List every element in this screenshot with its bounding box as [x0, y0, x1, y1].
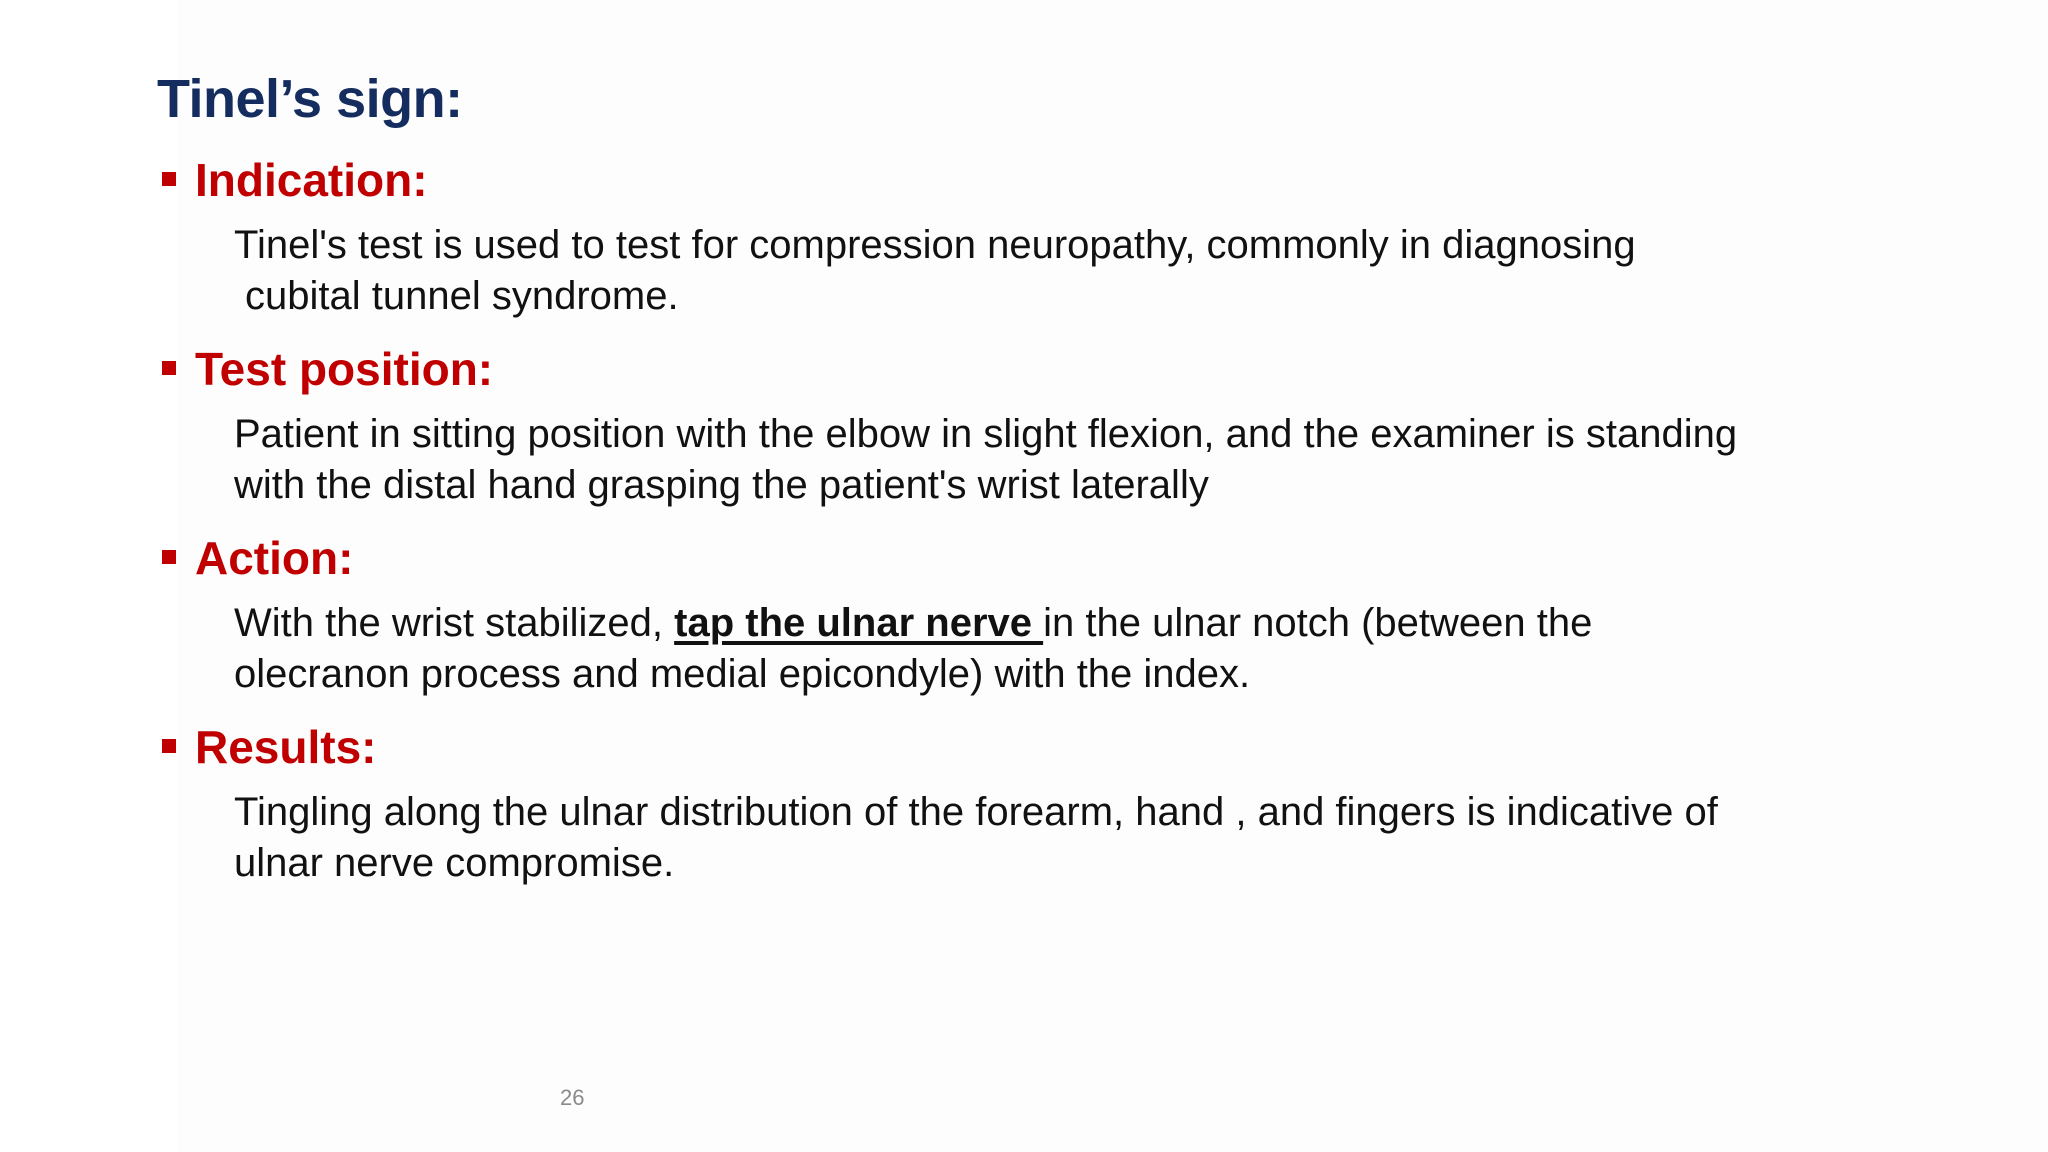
page-number: 26 [560, 1085, 585, 1110]
square-bullet-icon [162, 172, 176, 186]
square-bullet-icon [162, 739, 176, 753]
section-heading-test-position: Test position: [195, 343, 494, 395]
section-body-action [234, 598, 1592, 700]
body-line: Patient in sitting position with the elbow in slight flexion, and the examiner is standing [234, 412, 1738, 456]
square-bullet-icon [162, 550, 176, 564]
section-body-test-position [234, 409, 1737, 511]
body-line: Tinel's test is used to test for compression neuropathy, commonly in diagnosing [234, 223, 1636, 267]
section-heading-indication: Indication: [195, 154, 428, 206]
slide-background [178, 0, 2048, 1152]
emphasized-text: tap the ulnar nerve [674, 601, 1044, 645]
section-heading-results: Results: [195, 721, 377, 773]
body-text-segment: in the ulnar notch (between the [1043, 601, 1593, 645]
body-line: olecranon process and medial epicondyle) with the index. [234, 652, 1251, 696]
body-line: Tingling along the ulnar distribution of the forearm, hand , and fingers is indicative of [234, 790, 1718, 834]
section-body-results [234, 787, 1718, 889]
body-line: ulnar nerve compromise. [234, 841, 675, 885]
section-body-indication [234, 220, 1636, 322]
section-heading-action: Action: [195, 532, 354, 584]
body-text-segment: With the wrist stabilized, [234, 601, 675, 645]
body-line: cubital tunnel syndrome. [245, 274, 679, 318]
body-line [234, 598, 1592, 649]
slide-title: Tinel’s sign: [157, 69, 463, 129]
square-bullet-icon [162, 361, 176, 375]
body-line: with the distal hand grasping the patient's wrist laterally [234, 463, 1209, 507]
